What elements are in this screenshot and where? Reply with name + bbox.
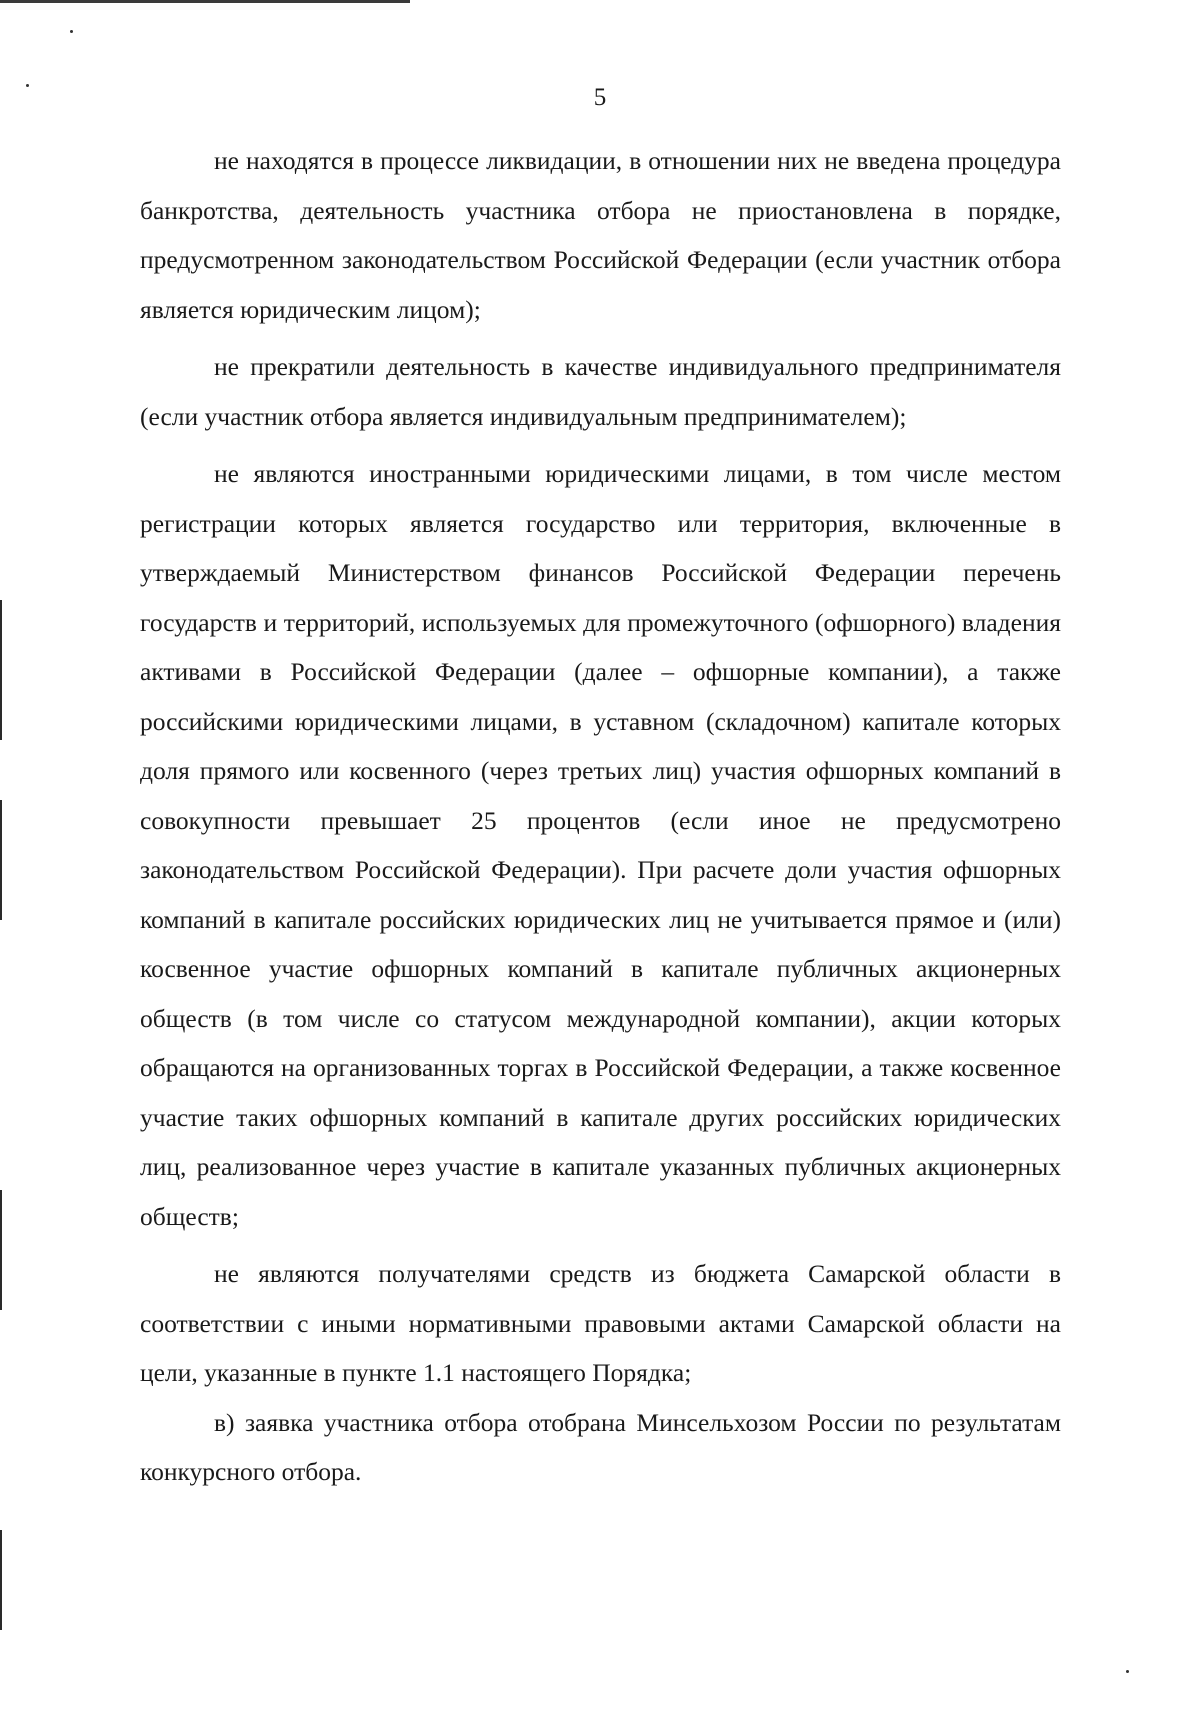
paragraph: в) заявка участника отбора отобрана Минсельхозом России по результатам конкурсного отбора. [140, 1407, 1061, 1486]
scan-artifact-top-line [0, 0, 410, 3]
document-body [140, 136, 1061, 1497]
scan-artifact-left-edge [0, 600, 2, 740]
paragraph: не находятся в процессе ликвидации, в отношении них не введена процедура банкротства, деятельность участника отбора не приостановлена в порядке, предусмотренном законодательством Российской Федерации (если участник отбора является юридическим лицом); [140, 146, 1061, 324]
paragraph: не являются иностранными юридическими лицами, в том числе местом регистрации которых является государство или территория, включенные в утверждаемый Министерством финансов Российской Федерации перечень государств и территорий, используемых для промежуточного (офшорного) владения активами в Российской Федерации (далее – офшорные компании), а также российскими юридическими лицами, в уставном (складочном) капитале которых доля прямого или косвенного (через третьих лиц) участия офшорных компаний в совокупности превышает 25 процентов (если иное не предусмотрено законодательством Российской Федерации). При расчете доли участия офшорных компаний в капитале российских юридических лиц не учитывается прямое и (или) косвенное участие офшорных компаний в капитале публичных акционерных обществ (в том числе со статусом международной компании), акции которых обращаются на организованных торгах в Российской Федерации, а также косвенное участие таких офшорных компаний в капитале других российских юридических лиц, реализованное через участие в капитале указанных публичных акционерных обществ; [140, 459, 1061, 1231]
scan-artifact-dot [1126, 1670, 1129, 1673]
scan-artifact-left-edge [0, 1530, 2, 1630]
scan-artifact-left-edge [0, 1190, 2, 1310]
paragraph: не прекратили деятельность в качестве индивидуального предпринимателя (если участник отбора является индивидуальным предпринимателем); [140, 352, 1061, 431]
page-number: 5 [593, 84, 607, 111]
paragraph: не являются получателями средств из бюджета Самарской области в соответствии с иными нормативными правовыми актами Самарской области на цели, указанные в пункте 1.1 настоящего Порядка; [140, 1259, 1061, 1387]
scan-artifact-left-edge [0, 800, 2, 920]
scan-artifact-dot [70, 30, 73, 33]
